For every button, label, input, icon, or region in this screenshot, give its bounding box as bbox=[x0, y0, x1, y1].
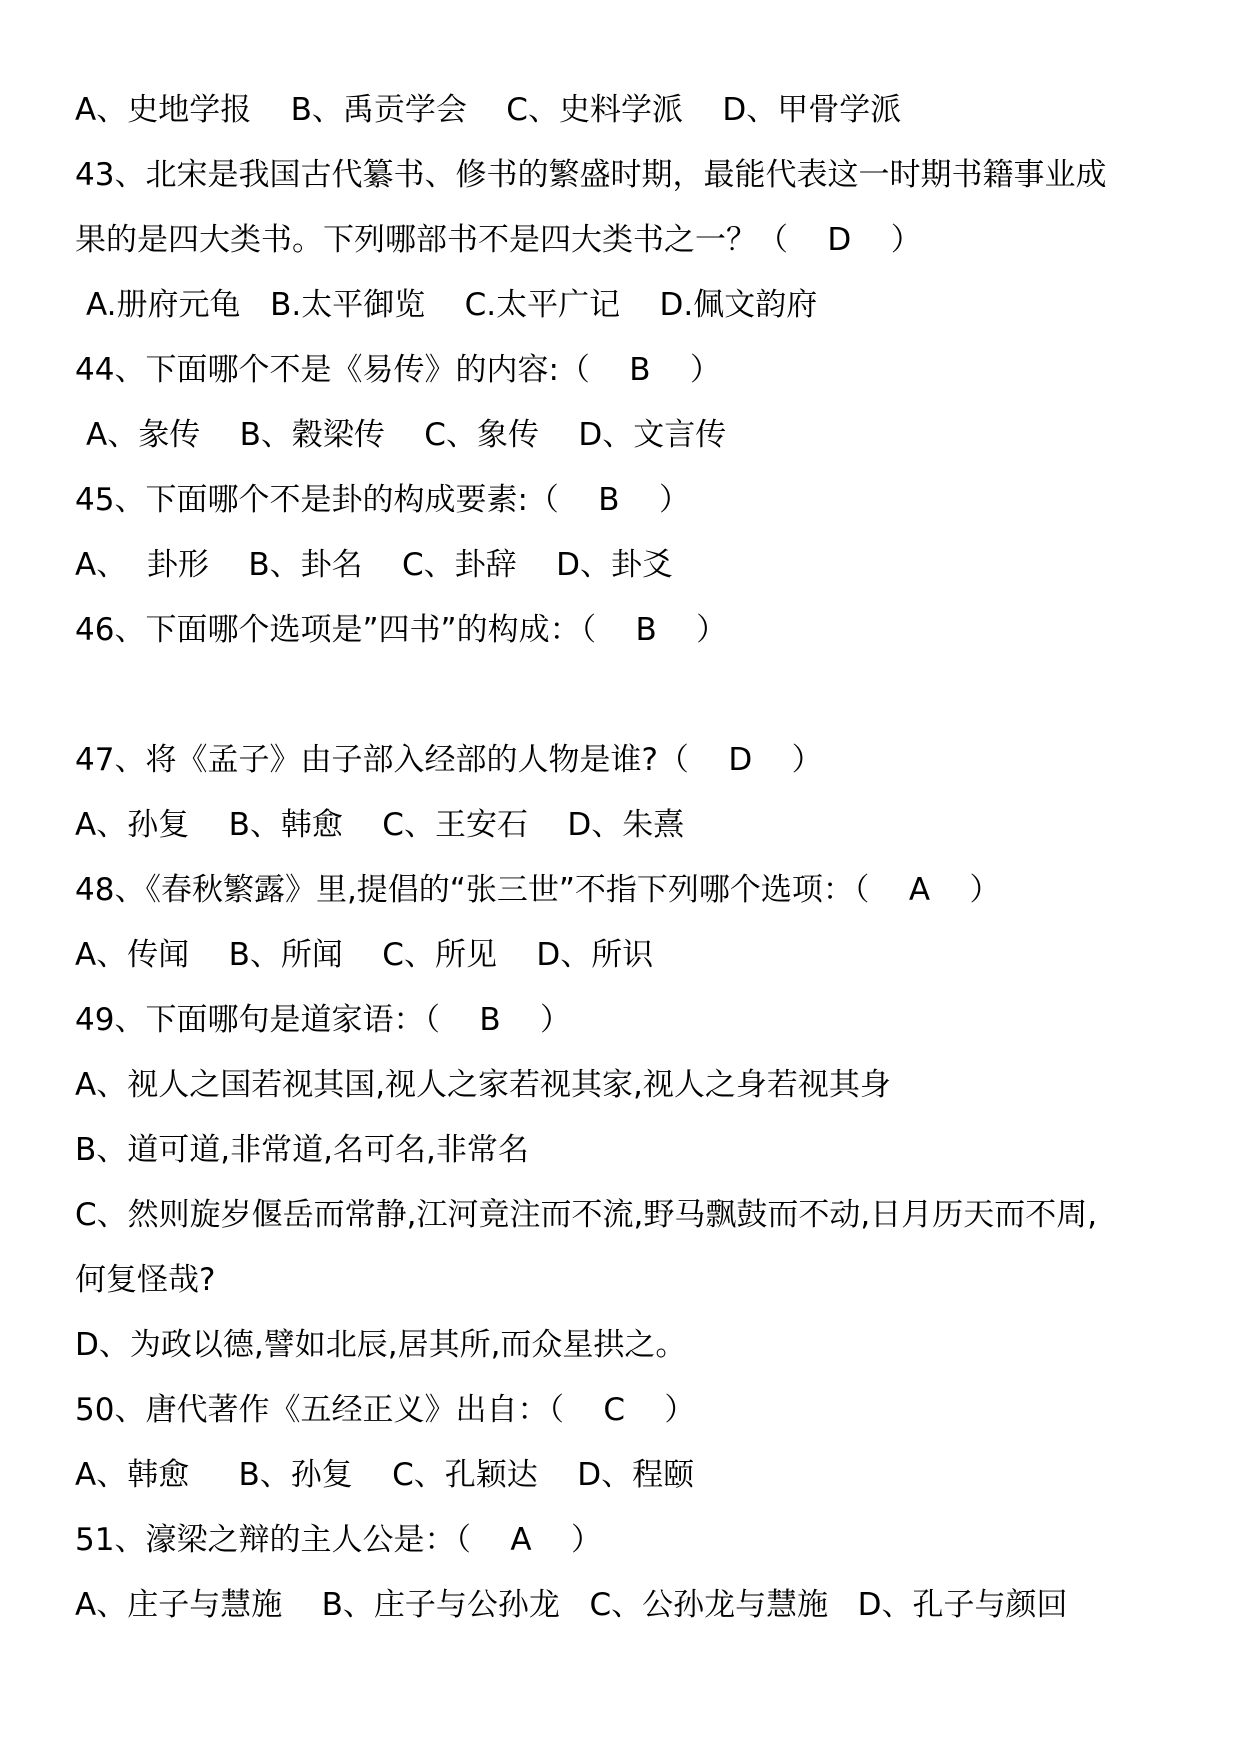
q48-options: A、传闻 B、所闻 C、所见 D、所识 bbox=[75, 937, 654, 973]
q51-question: 51、濠梁之辩的主人公是：（ A ） bbox=[75, 1522, 602, 1558]
q43-question-line1: 43、北宋是我国古代纂书、修书的繁盛时期，最能代表这一时期书籍事业成 bbox=[75, 157, 1107, 193]
q49-option-a: A、视人之国若视其国,视人之家若视其家,视人之身若视其身 bbox=[75, 1067, 891, 1103]
q43-question-line2: 果的是四大类书。下列哪部书不是四大类书之一？（ D ） bbox=[75, 222, 922, 258]
q49-option-b: B、道可道,非常道,名可名,非常名 bbox=[75, 1132, 529, 1168]
q46-question: 46、下面哪个选项是”四书”的构成：（ B ） bbox=[75, 612, 728, 648]
q48-question: 48、《春秋繁露》里,提倡的“张三世”不指下列哪个选项：（ A ） bbox=[75, 872, 1001, 908]
q47-question: 47、将《孟子》由子部入经部的人物是谁?（ D ） bbox=[75, 742, 823, 778]
q50-question: 50、唐代著作《五经正义》出自：（ C ） bbox=[75, 1392, 696, 1428]
q43-options: A.册府元龟 B.太平御览 C.太平广记 D.佩文韵府 bbox=[86, 287, 818, 323]
q49-option-d: D、为政以德,譬如北辰,居其所,而众星拱之。 bbox=[75, 1327, 687, 1363]
q47-options: A、孙复 B、韩愈 C、王安石 D、朱熹 bbox=[75, 807, 685, 843]
q45-options: A、 卦形 B、卦名 C、卦辞 D、卦爻 bbox=[75, 547, 673, 583]
q50-options: A、韩愈 B、孙复 C、孔颖达 D、程颐 bbox=[75, 1457, 695, 1493]
q49-question: 49、下面哪句是道家语：（ B ） bbox=[75, 1002, 572, 1038]
q49-option-c-line1: C、然则旋岁偃岳而常静,江河竟注而不流,野马飘鼓而不动,日月历天而不周, bbox=[75, 1197, 1098, 1233]
q51-options: A、庄子与慧施 B、庄子与公孙龙 C、公孙龙与慧施 D、孔子与颜回 bbox=[75, 1587, 1068, 1623]
q49-option-c-line2: 何复怪哉? bbox=[75, 1262, 216, 1298]
q45-question: 45、下面哪个不是卦的构成要素:（ B ） bbox=[75, 482, 690, 518]
q44-options: A、彖传 B、穀梁传 C、象传 D、文言传 bbox=[86, 417, 727, 453]
q44-question: 44、下面哪个不是《易传》的内容:（ B ） bbox=[75, 352, 721, 388]
q42-options: A、史地学报 B、禹贡学会 C、史料学派 D、甲骨学派 bbox=[75, 92, 902, 128]
